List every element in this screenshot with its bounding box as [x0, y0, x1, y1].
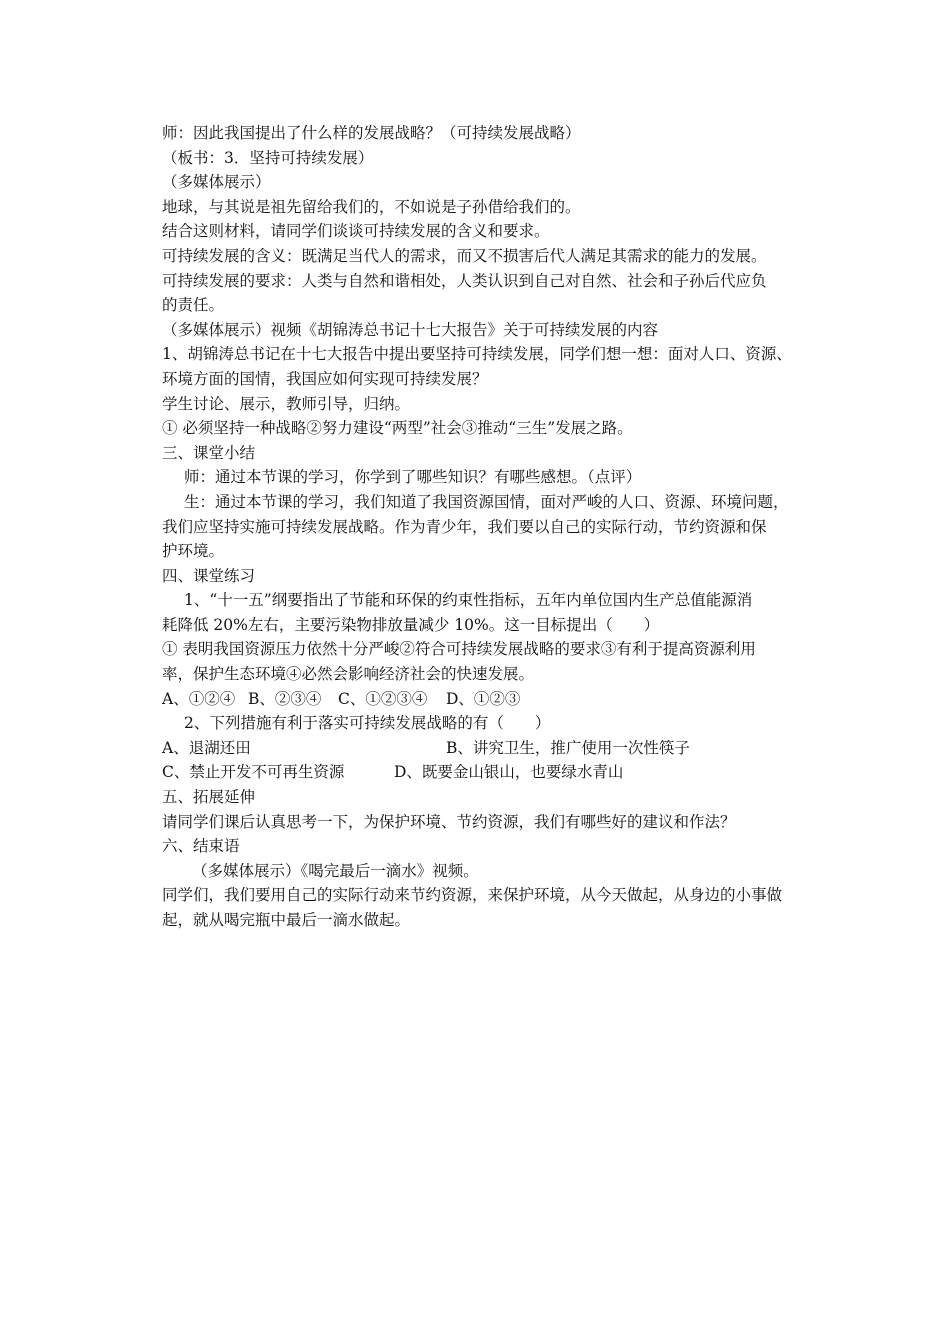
- text-line: ① 表明我国资源压力依然十分严峻②符合可持续发展战略的要求③有利于提高资源利用: [162, 640, 756, 659]
- text-line: （多媒体展示）: [162, 173, 271, 192]
- text-line: 的责任。: [162, 296, 225, 315]
- question-text: 1、“十一五”纲要指出了节能和环保的约束性指标，五年内单位国内生产总值能源消: [184, 591, 753, 610]
- text-line: 师：通过本节课的学习，你学到了哪些知识？有哪些感想。（点评）: [184, 468, 642, 487]
- text-line: （多媒体展示）《喝完最后一滴水》视频。: [192, 861, 479, 880]
- section-heading: 五、拓展延伸: [162, 788, 256, 807]
- text-line: 起，就从喝完瓶中最后一滴水做起。: [162, 911, 411, 929]
- question-1-options: [162, 687, 822, 712]
- text-line: 同学们，我们要用自己的实际行动来节约资源，来保护环境，从今天做起，从身边的小事做: [162, 886, 783, 905]
- section-heading: 六、结束语: [162, 837, 240, 856]
- option-c: C、①②③④: [338, 689, 428, 708]
- text-line: 结合这则材料，请同学们谈谈可持续发展的含义和要求。: [162, 222, 550, 241]
- section-heading: 四、课堂练习: [162, 566, 256, 585]
- text-line: 环境方面的国情，我国应如何实现可持续发展？: [162, 369, 488, 388]
- question-2-options-row-2: [162, 760, 822, 785]
- option-b: B、②③④: [248, 689, 322, 708]
- text-line: 地球，与其说是祖先留给我们的，不如说是子孙借给我们的。: [162, 197, 581, 216]
- option-c: C、禁止开发不可再生资源: [162, 763, 345, 782]
- document-page: [162, 121, 822, 933]
- question-2-options-row-1: [162, 736, 822, 761]
- text-line: 率，保护生态环境④必然会影响经济社会的快速发展。: [162, 665, 535, 684]
- option-d: D、既要金山银山，也要绿水青山: [394, 763, 624, 782]
- text-line: 可持续发展的要求：人类与自然和谐相处，人类认识到自己对自然、社会和子孙后代应负: [162, 271, 767, 290]
- text-line: 生：通过本节课的学习，我们知道了我国资源国情，面对严峻的人口、资源、环境问题，: [184, 492, 789, 511]
- text-line: （板书：3．坚持可持续发展）: [162, 148, 374, 167]
- section-heading: 三、课堂小结: [162, 443, 256, 462]
- text-line: 师：因此我国提出了什么样的发展战略？（可持续发展战略）: [162, 124, 581, 142]
- text-line: 护环境。: [162, 542, 225, 561]
- text-line: 可持续发展的含义：既满足当代人的需求，而又不损害后代人满足其需求的能力的发展。: [162, 246, 767, 265]
- question-text: 耗降低 20%左右，主要污染物排放量减少 10%。这一目标提出（ ）: [162, 615, 660, 634]
- text-line: 我们应坚持实施可持续发展战略。作为青少年，我们要以自己的实际行动，节约资源和保: [162, 517, 767, 536]
- text-line: 请同学们课后认真思考一下，为保护环境、节约资源，我们有哪些好的建议和作法？: [162, 812, 736, 831]
- text-line: 学生讨论、展示，教师引导，归纳。: [162, 394, 411, 413]
- question-text: 2、下列措施有利于落实可持续发展战略的有（ ）: [184, 714, 551, 733]
- option-a: A、退湖还田: [162, 738, 251, 757]
- option-d: D、①②③: [446, 689, 521, 708]
- option-a: A、①②④: [162, 689, 236, 708]
- text-line: （多媒体展示）视频《胡锦涛总书记十七大报告》关于可持续发展的内容: [162, 320, 659, 339]
- text-line: ① 必须坚持一种战略②努力建设“两型”社会③推动“三生”发展之路。: [162, 419, 633, 438]
- option-b: B、讲究卫生，推广使用一次性筷子: [446, 738, 690, 757]
- text-line: 1、胡锦涛总书记在十七大报告中提出要坚持可持续发展，同学们想一想：面对人口、资源、: [162, 345, 792, 364]
